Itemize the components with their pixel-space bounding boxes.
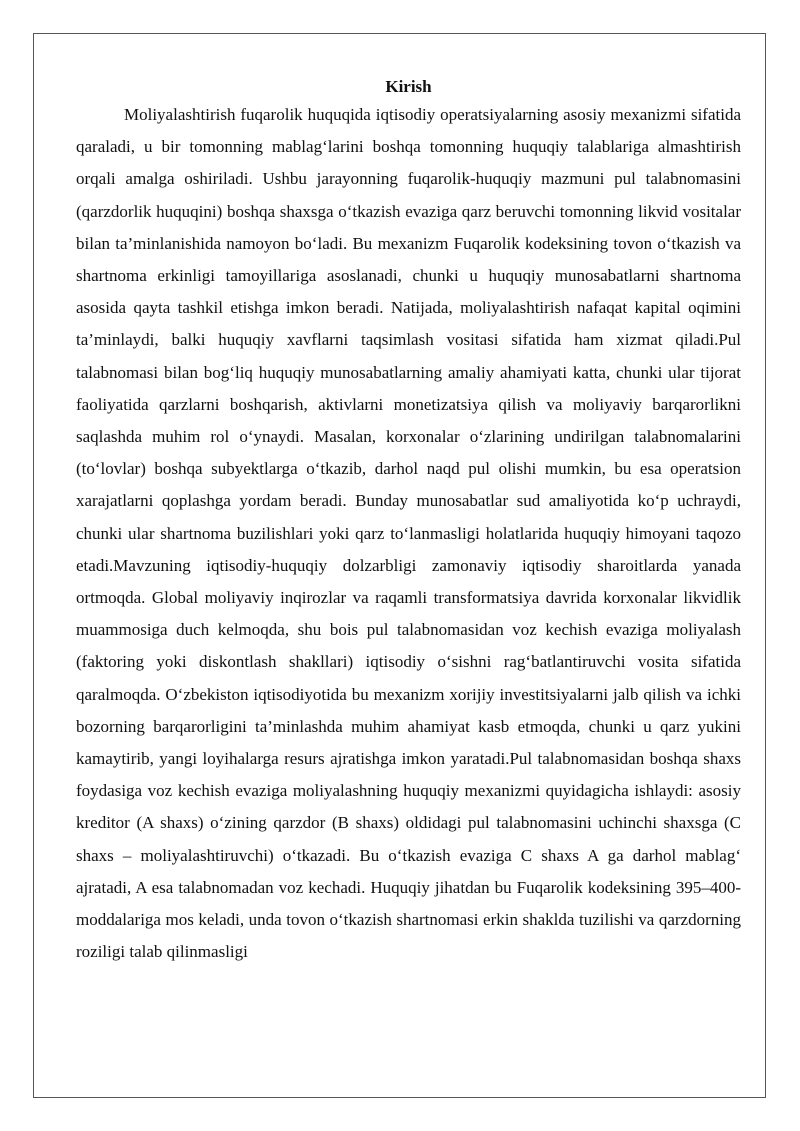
section-heading: Kirish bbox=[385, 77, 432, 96]
body-paragraph: Moliyalashtirish fuqarolik huquqida iqtisodiy operatsiyalarning asosiy mexanizmi sifatida qaraladi, u bir tomonning mablag‘larini boshqa tomonning huquqiy talablariga almashtirish orqali amalga oshiriladi. Ushbu jarayonning fuqarolik-huquqiy mazmuni pul talabnomasini (qarzdorlik huquqini) boshqa shaxsga o‘tkazish evaziga qarz beruvchi tomonning likvid vositalar bilan ta’minlanishida namoyon bo‘ladi. Bu mexanizm Fuqarolik kodeksining tovon o‘tkazish va shartnoma erkinligi tamoyillariga asoslanadi, chunki u huquqiy munosabatlarni shartnoma asosida qayta tashkil etishga imkon beradi. Natijada, moliyalashtirish nafaqat kapital oqimini ta’minlaydi, balki huquqiy xavflarni taqsimlash vositasi sifatida ham xizmat qiladi.Pul talabnomasi bilan bog‘liq huquqiy munosabatlarning amaliy ahamiyati katta, chunki ular tijorat faoliyatida qarzlarni boshqarish, aktivlarni monetizatsiya qilish va moliyaviy barqarorlikni saqlashda muhim rol o‘ynaydi. Masalan, korxonalar o‘zlarining undirilgan talabnomalarini (to‘lovlar) boshqa subyektlarga o‘tkazib, darhol naqd pul olishi mumkin, bu esa operatsion xarajatlarni qoplashga yordam beradi. Bunday munosabatlar sud amaliyotida ko‘p uchraydi, chunki ular shartnoma buzilishlari yoki qarz to‘lanmasligi holatlarida huquqiy himoyani taqozo etadi.Mavzuning iqtisodiy-huquqiy dolzarbligi zamonaviy iqtisodiy sharoitlarda yanada ortmoqda. Global moliyaviy inqirozlar va raqamli transformatsiya davrida korxonalar likvidlik muammosiga duch kelmoqda, shu bois pul talabnomasidan voz kechish evaziga moliyalash (faktoring yoki diskontlash shakllari) iqtisodiy o‘sishni rag‘batlantiruvchi vosita sifatida qaralmoqda. O‘zbekiston iqtisodiyotida bu mexanizm xorijiy investitsiyalarni jalb qilish va ichki bozorning barqarorligini ta’minlashda muhim ahamiyat kasb etmoqda, chunki u qarz yukini kamaytirib, yangi loyihalarga resurs ajratishga imkon yaratadi.Pul talabnomasidan boshqa shaxs foydasiga voz kechish evaziga moliyalashning huquqiy mexanizmi quyidagicha ishlaydi: asosiy kreditor (A shaxs) o‘zining qarzdor (B shaxs) oldidagi pul talabnomasini uchinchi shaxsga (C shaxs – moliyalashtiruvchi) o‘tkazadi. Bu o‘tkazish evaziga C shaxs A ga darhol mablag‘ ajratadi, A esa talabnomadan voz kechadi. Huquqiy jihatdan bu Fuqarolik kodeksining 395–400-moddalariga mos keladi, unda tovon o‘tkazish shartnomasi erkin shaklda tuzilishi va qarzdorning roziligi talab qilinmasligi bbox=[76, 105, 741, 962]
document-body bbox=[76, 76, 741, 968]
